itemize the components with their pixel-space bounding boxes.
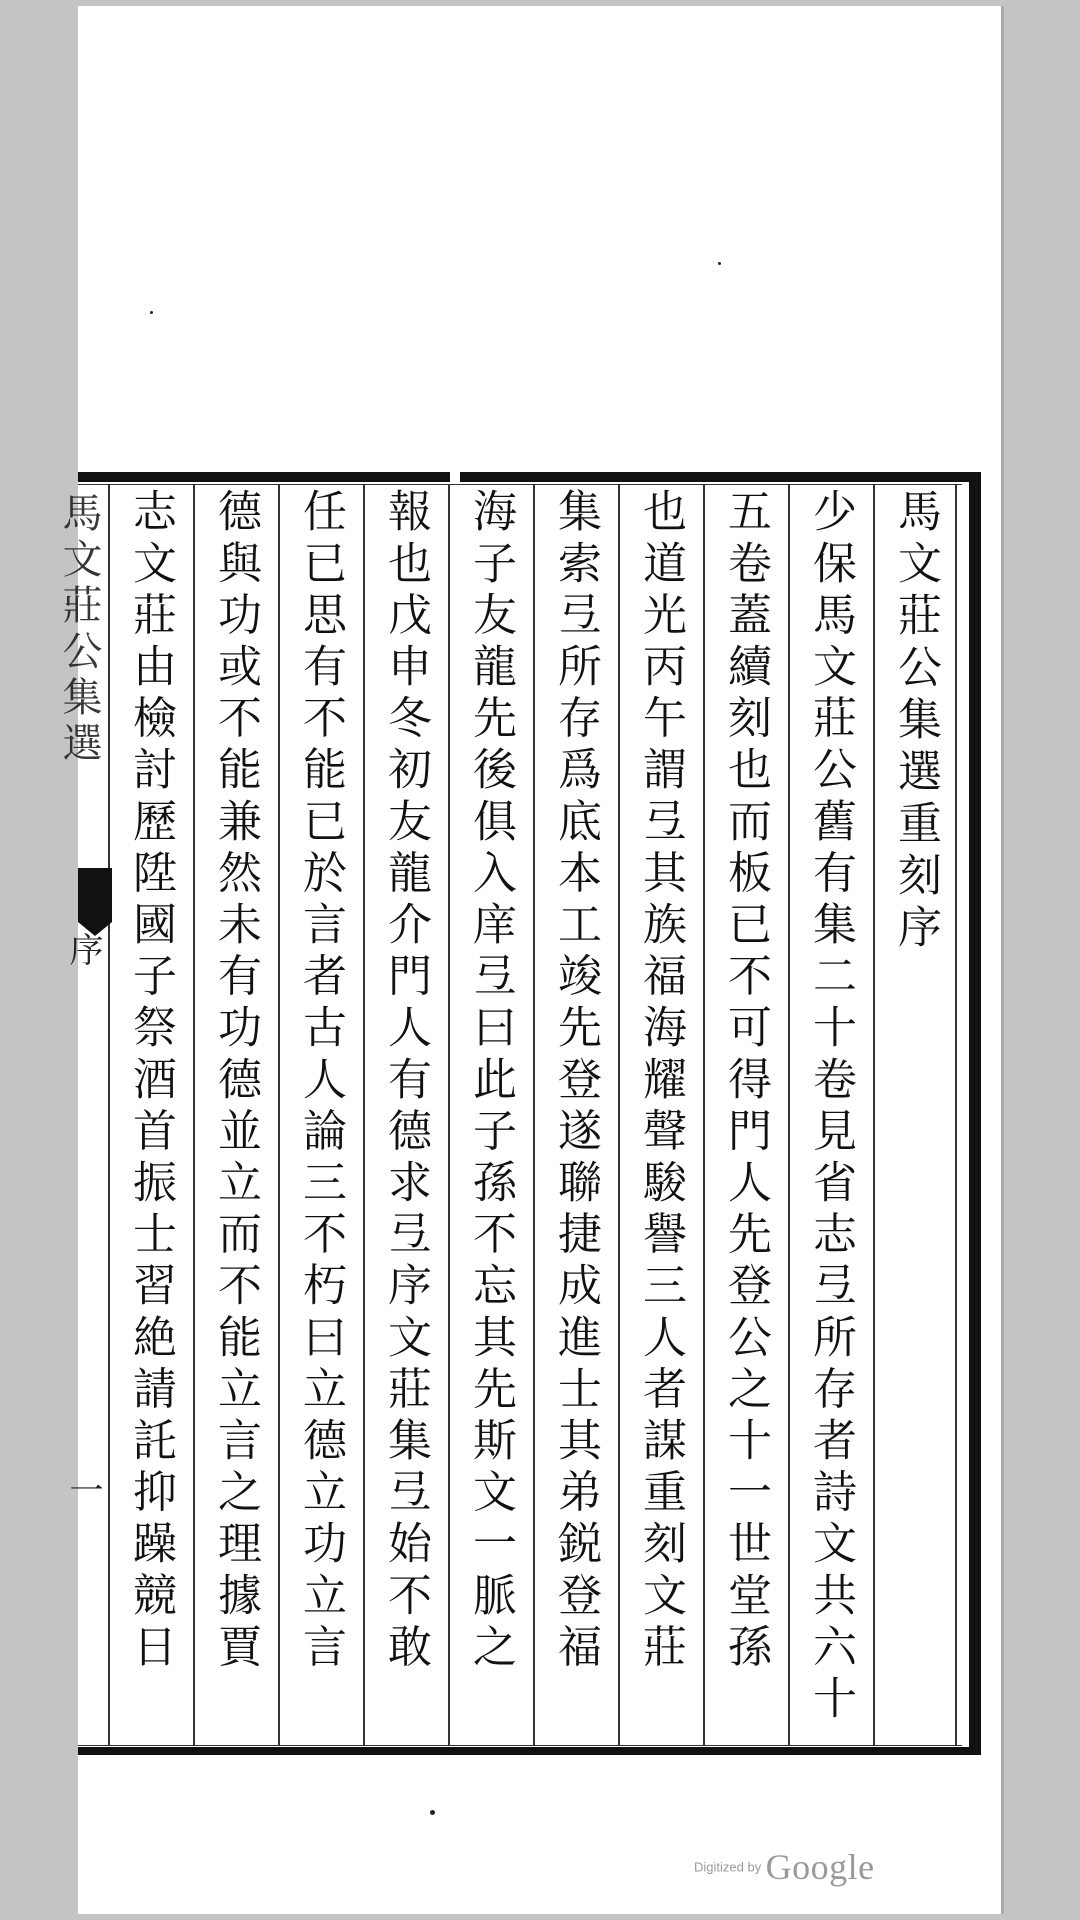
book-page bbox=[56, 6, 1001, 1914]
text-column-1: 少保馬文莊公舊有集二十卷見省志弖所存者詩文共六十 bbox=[805, 488, 856, 1727]
digitized-watermark bbox=[694, 1846, 875, 1888]
margin-book-title: 馬文莊公集選 bbox=[56, 492, 102, 768]
text-column-5: 海子友龍先後俱入庠弖曰此子孫不忘其先斯文一脈之 bbox=[465, 488, 516, 1675]
preface-title: 馬文莊公集選重刻序 bbox=[890, 488, 941, 956]
text-column-2: 五卷蓋續刻也而板已不可得門人先登公之十一世堂孫 bbox=[720, 488, 771, 1675]
ink-speck bbox=[718, 262, 721, 265]
column-rule bbox=[955, 484, 957, 1746]
text-column-6: 報也戊申冬初友龍介門人有德求弖序文莊集弖始不敢 bbox=[380, 488, 431, 1675]
text-column-4: 集索弖所存爲底本工竣先登遂聯捷成進士其弟鋭登福 bbox=[550, 488, 601, 1675]
text-column-8: 德與功或不能兼然未有功德並立而不能立言之理據賈 bbox=[210, 488, 261, 1675]
margin-section-label: 序 bbox=[63, 932, 103, 966]
watermark-prefix: Digitized by bbox=[694, 1859, 762, 1875]
ink-speck bbox=[150, 311, 153, 314]
text-column-3: 也道光丙午謂弖其族福海耀聲駿譽三人者謀重刻文莊 bbox=[635, 488, 686, 1675]
text-column-7: 任已思有不能已於言者古人論三不朽曰立德立功立言 bbox=[295, 488, 346, 1675]
fish-tail-marker bbox=[78, 868, 112, 922]
margin-page-number: 一 bbox=[63, 1472, 103, 1506]
page-edge bbox=[1001, 6, 1004, 1914]
text-column-9: 志文莊由檢討歷陞國子祭酒首振士習絶請託抑躁競日 bbox=[125, 488, 176, 1675]
google-logo-text: Google bbox=[765, 1847, 875, 1887]
ink-speck bbox=[430, 1810, 435, 1815]
